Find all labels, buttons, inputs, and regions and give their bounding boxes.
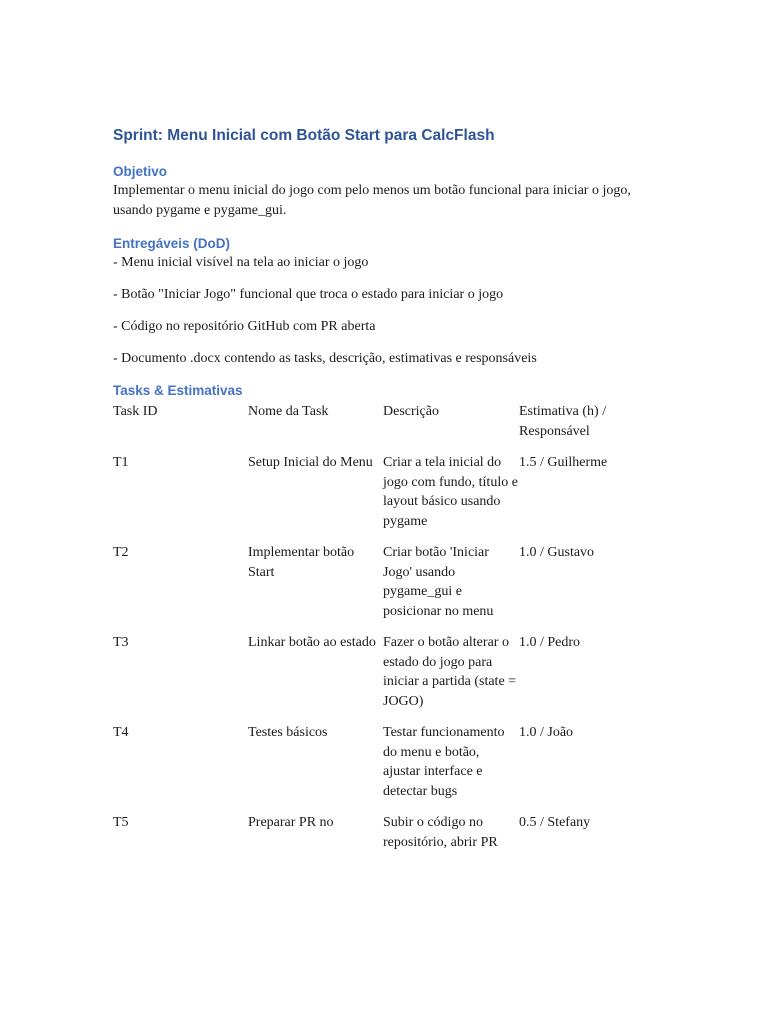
table-row	[113, 813, 673, 852]
task-id-cell: T3	[113, 635, 129, 650]
deliverable-item: - Documento .docx contendo as tasks, descrição, estimativas e responsáveis	[113, 351, 537, 366]
task-id-cell: T1	[113, 455, 129, 470]
deliverable-item: - Código no repositório GitHub com PR aberta	[113, 319, 376, 334]
column-header-task-id: Task ID	[113, 404, 158, 419]
deliverable-item: - Menu inicial visível na tela ao iniciar o jogo	[113, 255, 369, 270]
document-page	[113, 124, 673, 864]
task-name-cell: Implementar botão Start	[248, 545, 355, 580]
task-name-cell: Linkar botão ao estado	[248, 635, 376, 650]
table-row	[113, 453, 673, 531]
task-name-cell: Preparar PR no	[248, 815, 334, 830]
task-estimate-cell: 1.0 / João	[519, 725, 574, 740]
column-header-description: Descrição	[383, 404, 439, 419]
task-estimate-cell: 1.0 / Pedro	[519, 635, 581, 650]
table-row	[113, 633, 673, 711]
column-header-task-name: Nome da Task	[248, 404, 329, 419]
task-estimate-cell: 1.5 / Guilherme	[519, 455, 608, 470]
task-estimate-cell: 1.0 / Gustavo	[519, 545, 595, 560]
task-id-cell: T5	[113, 815, 129, 830]
task-id-cell: T4	[113, 725, 129, 740]
table-header-row	[113, 402, 673, 441]
deliverables-list	[113, 253, 673, 368]
section-heading-objetivo: Objetivo	[113, 164, 168, 179]
task-description-cell: Fazer o botão alterar o estado do jogo para iniciar a partida (state = JOGO)	[383, 635, 517, 709]
section-heading-tasks: Tasks & Estimativas	[113, 383, 243, 398]
task-description-cell: Criar botão 'Iniciar Jogo' usando pygame_gui e posicionar no menu	[383, 545, 494, 619]
task-id-cell: T2	[113, 545, 129, 560]
task-estimate-cell: 0.5 / Stefany	[519, 815, 591, 830]
task-description-cell: Testar funcionamento do menu e botão, ajustar interface e detectar bugs	[383, 725, 505, 799]
task-name-cell: Setup Inicial do Menu	[248, 455, 373, 470]
deliverable-item: - Botão "Iniciar Jogo" funcional que troca o estado para iniciar o jogo	[113, 287, 504, 302]
document-title: Sprint: Menu Inicial com Botão Start para CalcFlash	[113, 127, 495, 144]
objetivo-text: Implementar o menu inicial do jogo com pelo menos um botão funcional para iniciar o jogo, usando pygame e pygame_gui.	[113, 183, 631, 218]
section-heading-entregaveis: Entregáveis (DoD)	[113, 236, 231, 251]
task-description-cell: Criar a tela inicial do jogo com fundo, título e layout básico usando pygame	[383, 455, 518, 529]
table-row	[113, 723, 673, 801]
task-name-cell: Testes básicos	[248, 725, 328, 740]
column-header-estimate: Estimativa (h) / Responsável	[519, 404, 607, 439]
tasks-table	[113, 402, 673, 852]
table-row	[113, 543, 673, 621]
task-description-cell: Subir o código no repositório, abrir PR	[383, 815, 498, 850]
